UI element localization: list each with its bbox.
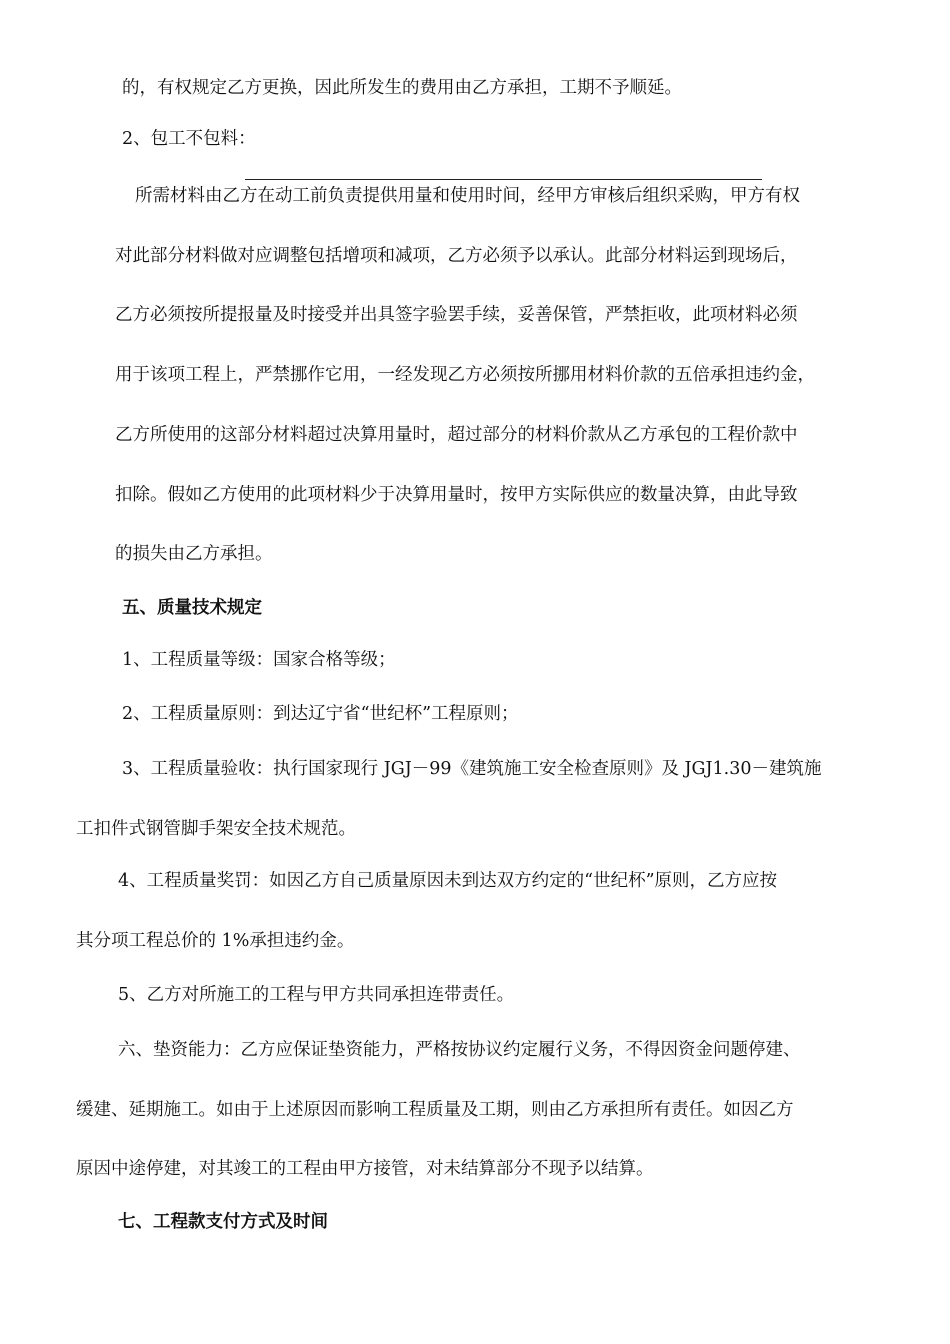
text-line: 2、工程质量原则：到达辽宁省“世纪杯”工程原则； — [122, 704, 519, 724]
text-line: 缓建、延期施工。如由于上述原因而影响工程质量及工期，则由乙方承担所有责任。如因乙方 — [76, 1100, 794, 1120]
clause-heading: 2、包工不包料： — [122, 129, 256, 149]
section-heading: 五、质量技术规定 — [122, 598, 262, 618]
text-line: 工扣件式钢管脚手架安全技术规范。 — [76, 819, 356, 839]
text-line: 六、垫资能力：乙方应保证垫资能力，严格按协议约定履行义务，不得因资金问题停建、 — [118, 1040, 801, 1060]
text-line: 的损失由乙方承担。 — [115, 544, 273, 564]
text-line: 3、工程质量验收：执行国家现行 JGJ－99《建筑施工安全检查原则》及 JGJ1.30－建筑施 — [122, 759, 822, 779]
text-line: 原因中途停建，对其竣工的工程由甲方接管，对未结算部分不现予以结算。 — [76, 1159, 654, 1179]
text-line: 1、工程质量等级：国家合格等级； — [122, 650, 396, 670]
underline-rule — [245, 179, 762, 180]
text-line: 对此部分材料做对应调整包括增项和减项，乙方必须予以承认。此部分材料运到现场后， — [115, 246, 798, 266]
text-line: 其分项工程总价的 1%承担违约金。 — [76, 931, 355, 951]
text-line: 的，有权规定乙方更换，因此所发生的费用由乙方承担，工期不予顺延。 — [122, 78, 682, 98]
text-line: 5、乙方对所施工的工程与甲方共同承担连带责任。 — [118, 985, 515, 1005]
text-line: 所需材料由乙方在动工前负责提供用量和使用时间，经甲方审核后组织采购，甲方有权 — [135, 186, 800, 206]
section-heading: 七、工程款支付方式及时间 — [118, 1212, 328, 1232]
text-line: 乙方所使用的这部分材料超过决算用量时，超过部分的材料价款从乙方承包的工程价款中 — [115, 425, 798, 445]
text-line: 用于该项工程上，严禁挪作它用，一经发现乙方必须按所挪用材料价款的五倍承担违约金， — [115, 365, 815, 385]
text-line: 乙方必须按所提报量及时接受并出具签字验罢手续，妥善保管，严禁拒收，此项材料必须 — [115, 305, 798, 325]
text-line: 扣除。假如乙方使用的此项材料少于决算用量时，按甲方实际供应的数量决算，由此导致 — [115, 485, 798, 505]
text-line: 4、工程质量奖罚：如因乙方自己质量原因未到达双方约定的“世纪杯”原则，乙方应按 — [118, 871, 778, 891]
